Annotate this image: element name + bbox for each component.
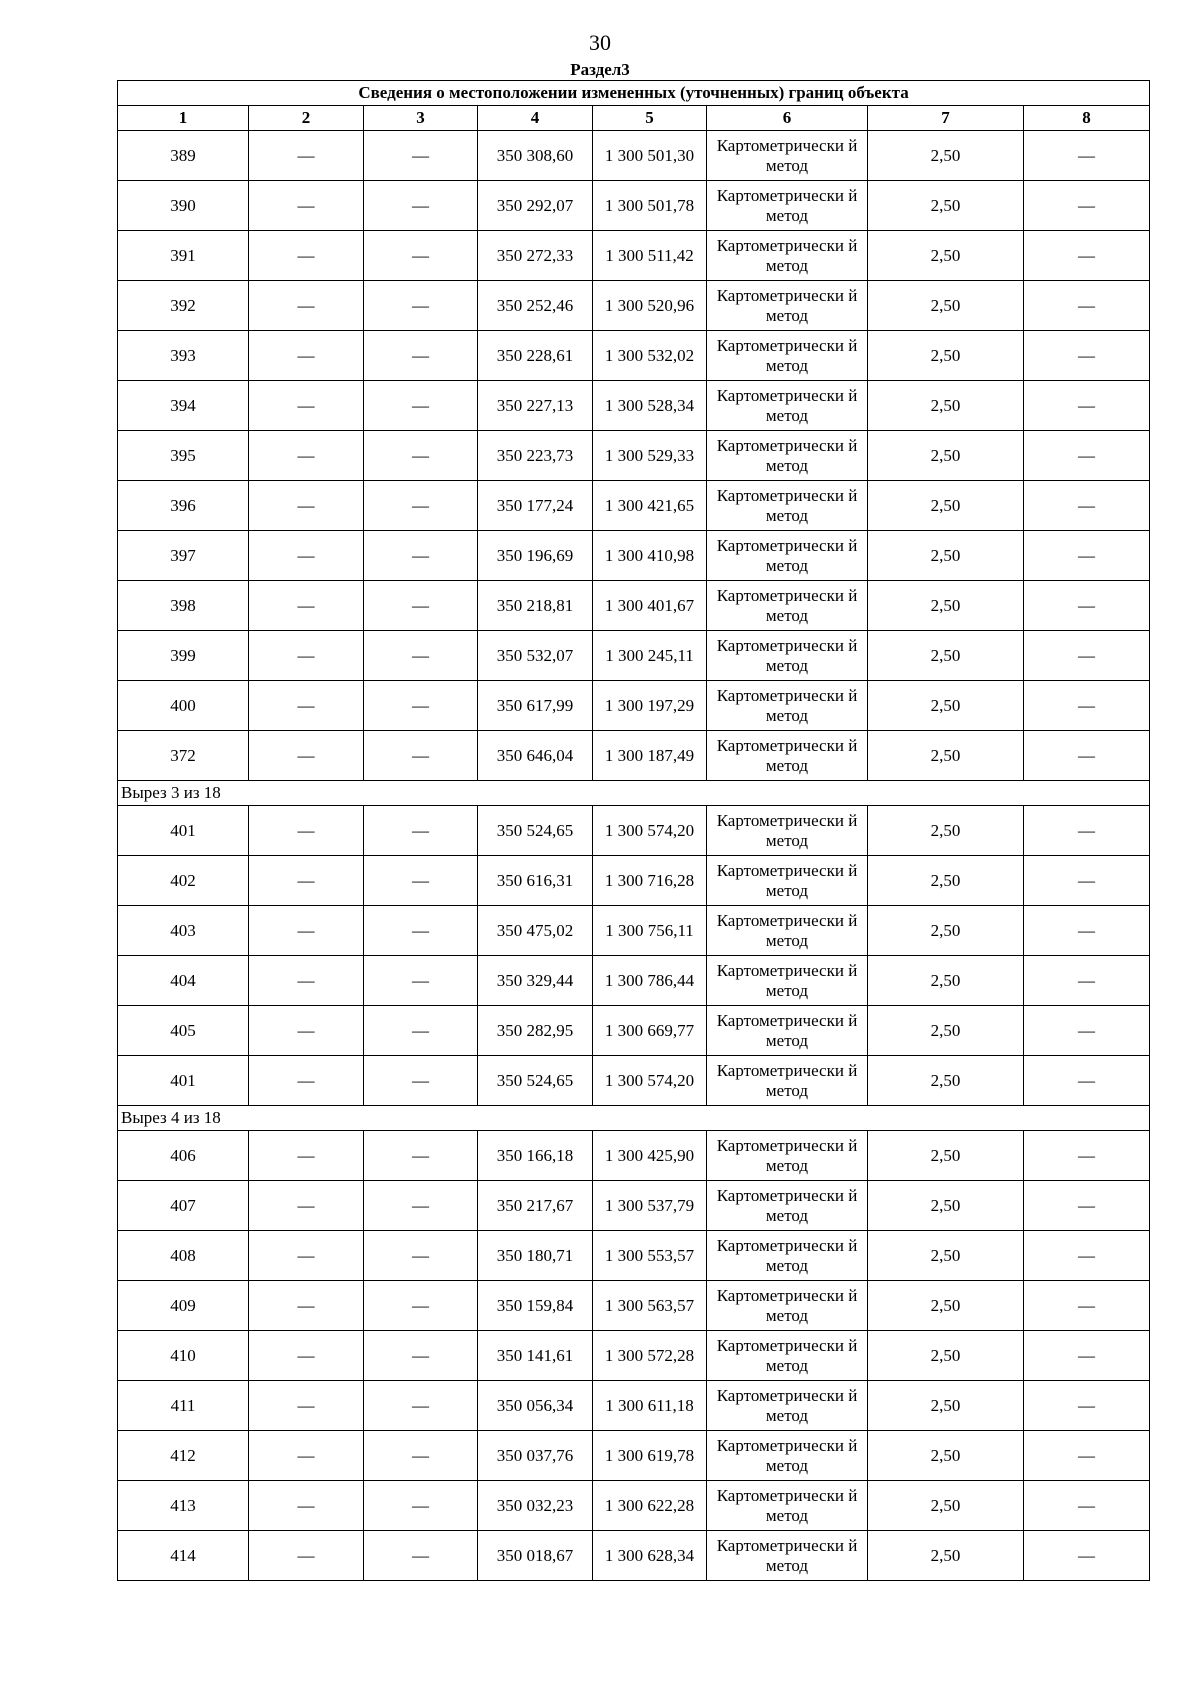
column-header: 5 <box>593 106 707 131</box>
table-row <box>118 731 1150 781</box>
col8-cell: — <box>1024 681 1150 731</box>
x-coordinate-cell: 350 272,33 <box>478 231 593 281</box>
col3-cell: — <box>364 1231 478 1281</box>
x-coordinate-cell: 350 646,04 <box>478 731 593 781</box>
method-cell: Картометрически й метод <box>707 1281 868 1331</box>
y-coordinate-cell: 1 300 628,34 <box>593 1531 707 1581</box>
point-number-cell: 397 <box>118 531 249 581</box>
column-header: 6 <box>707 106 868 131</box>
method-cell: Картометрически й метод <box>707 856 868 906</box>
col3-cell: — <box>364 1431 478 1481</box>
coordinates-table <box>117 80 1150 1581</box>
table-row <box>118 1056 1150 1106</box>
point-number-cell: 403 <box>118 906 249 956</box>
y-coordinate-cell: 1 300 786,44 <box>593 956 707 1006</box>
col2-cell: — <box>249 1381 364 1431</box>
method-cell: Картометрически й метод <box>707 1131 868 1181</box>
point-number-cell: 401 <box>118 806 249 856</box>
x-coordinate-cell: 350 032,23 <box>478 1481 593 1531</box>
col2-cell: — <box>249 806 364 856</box>
col2-cell: — <box>249 331 364 381</box>
point-number-cell: 404 <box>118 956 249 1006</box>
point-number-cell: 372 <box>118 731 249 781</box>
y-coordinate-cell: 1 300 622,28 <box>593 1481 707 1531</box>
x-coordinate-cell: 350 159,84 <box>478 1281 593 1331</box>
col8-cell: — <box>1024 1381 1150 1431</box>
col2-cell: — <box>249 181 364 231</box>
col3-cell: — <box>364 681 478 731</box>
y-coordinate-cell: 1 300 501,78 <box>593 181 707 231</box>
x-coordinate-cell: 350 616,31 <box>478 856 593 906</box>
y-coordinate-cell: 1 300 611,18 <box>593 1381 707 1431</box>
col8-cell: — <box>1024 1006 1150 1056</box>
col8-cell: — <box>1024 806 1150 856</box>
col2-cell: — <box>249 731 364 781</box>
col2-cell: — <box>249 131 364 181</box>
y-coordinate-cell: 1 300 520,96 <box>593 281 707 331</box>
table-row <box>118 906 1150 956</box>
col8-cell: — <box>1024 631 1150 681</box>
table-row <box>118 631 1150 681</box>
accuracy-cell: 2,50 <box>868 1381 1024 1431</box>
method-cell: Картометрически й метод <box>707 1056 868 1106</box>
table-row <box>118 581 1150 631</box>
col8-cell: — <box>1024 131 1150 181</box>
point-number-cell: 413 <box>118 1481 249 1531</box>
point-number-cell: 405 <box>118 1006 249 1056</box>
point-number-cell: 400 <box>118 681 249 731</box>
accuracy-cell: 2,50 <box>868 431 1024 481</box>
y-coordinate-cell: 1 300 553,57 <box>593 1231 707 1281</box>
method-cell: Картометрически й метод <box>707 1181 868 1231</box>
y-coordinate-cell: 1 300 532,02 <box>593 331 707 381</box>
accuracy-cell: 2,50 <box>868 856 1024 906</box>
accuracy-cell: 2,50 <box>868 1281 1024 1331</box>
accuracy-cell: 2,50 <box>868 1006 1024 1056</box>
y-coordinate-cell: 1 300 574,20 <box>593 1056 707 1106</box>
x-coordinate-cell: 350 282,95 <box>478 1006 593 1056</box>
accuracy-cell: 2,50 <box>868 1231 1024 1281</box>
col8-cell: — <box>1024 481 1150 531</box>
accuracy-cell: 2,50 <box>868 631 1024 681</box>
col2-cell: — <box>249 481 364 531</box>
accuracy-cell: 2,50 <box>868 731 1024 781</box>
x-coordinate-cell: 350 475,02 <box>478 906 593 956</box>
col8-cell: — <box>1024 906 1150 956</box>
col8-cell: — <box>1024 956 1150 1006</box>
method-cell: Картометрически й метод <box>707 181 868 231</box>
col8-cell: — <box>1024 531 1150 581</box>
col3-cell: — <box>364 531 478 581</box>
table-row <box>118 1231 1150 1281</box>
method-cell: Картометрически й метод <box>707 806 868 856</box>
method-cell: Картометрически й метод <box>707 1381 868 1431</box>
table-row <box>118 1481 1150 1531</box>
x-coordinate-cell: 350 308,60 <box>478 131 593 181</box>
method-cell: Картометрически й метод <box>707 956 868 1006</box>
table-row <box>118 1431 1150 1481</box>
group-label: Вырез 3 из 18 <box>118 781 1150 806</box>
y-coordinate-cell: 1 300 716,28 <box>593 856 707 906</box>
accuracy-cell: 2,50 <box>868 281 1024 331</box>
col8-cell: — <box>1024 181 1150 231</box>
col2-cell: — <box>249 281 364 331</box>
x-coordinate-cell: 350 228,61 <box>478 331 593 381</box>
column-header: 8 <box>1024 106 1150 131</box>
x-coordinate-cell: 350 166,18 <box>478 1131 593 1181</box>
col2-cell: — <box>249 1331 364 1381</box>
x-coordinate-cell: 350 227,13 <box>478 381 593 431</box>
table-row <box>118 1131 1150 1181</box>
x-coordinate-cell: 350 292,07 <box>478 181 593 231</box>
y-coordinate-cell: 1 300 511,42 <box>593 231 707 281</box>
col2-cell: — <box>249 1056 364 1106</box>
x-coordinate-cell: 350 218,81 <box>478 581 593 631</box>
y-coordinate-cell: 1 300 425,90 <box>593 1131 707 1181</box>
accuracy-cell: 2,50 <box>868 481 1024 531</box>
col2-cell: — <box>249 1181 364 1231</box>
col2-cell: — <box>249 1531 364 1581</box>
col3-cell: — <box>364 1481 478 1531</box>
method-cell: Картометрически й метод <box>707 281 868 331</box>
col3-cell: — <box>364 481 478 531</box>
x-coordinate-cell: 350 217,67 <box>478 1181 593 1231</box>
col3-cell: — <box>364 1056 478 1106</box>
y-coordinate-cell: 1 300 401,67 <box>593 581 707 631</box>
col3-cell: — <box>364 1181 478 1231</box>
col3-cell: — <box>364 731 478 781</box>
col8-cell: — <box>1024 1056 1150 1106</box>
accuracy-cell: 2,50 <box>868 1056 1024 1106</box>
table-row <box>118 1331 1150 1381</box>
col3-cell: — <box>364 1531 478 1581</box>
col2-cell: — <box>249 631 364 681</box>
table-row <box>118 381 1150 431</box>
x-coordinate-cell: 350 329,44 <box>478 956 593 1006</box>
point-number-cell: 392 <box>118 281 249 331</box>
table-row <box>118 1531 1150 1581</box>
col8-cell: — <box>1024 731 1150 781</box>
column-header: 7 <box>868 106 1024 131</box>
col2-cell: — <box>249 681 364 731</box>
col2-cell: — <box>249 1431 364 1481</box>
page-number: 30 <box>589 30 611 55</box>
column-header: 4 <box>478 106 593 131</box>
x-coordinate-cell: 350 056,34 <box>478 1381 593 1431</box>
table-row <box>118 281 1150 331</box>
point-number-cell: 414 <box>118 1531 249 1581</box>
col3-cell: — <box>364 1281 478 1331</box>
column-header: 3 <box>364 106 478 131</box>
x-coordinate-cell: 350 524,65 <box>478 806 593 856</box>
y-coordinate-cell: 1 300 537,79 <box>593 1181 707 1231</box>
col8-cell: — <box>1024 381 1150 431</box>
method-cell: Картометрически й метод <box>707 906 868 956</box>
method-cell: Картометрически й метод <box>707 531 868 581</box>
point-number-cell: 402 <box>118 856 249 906</box>
y-coordinate-cell: 1 300 197,29 <box>593 681 707 731</box>
accuracy-cell: 2,50 <box>868 231 1024 281</box>
point-number-cell: 407 <box>118 1181 249 1231</box>
col2-cell: — <box>249 581 364 631</box>
accuracy-cell: 2,50 <box>868 181 1024 231</box>
col2-cell: — <box>249 1481 364 1531</box>
table-row <box>118 1381 1150 1431</box>
point-number-cell: 391 <box>118 231 249 281</box>
x-coordinate-cell: 350 177,24 <box>478 481 593 531</box>
group-label-row <box>118 1106 1150 1131</box>
table-row <box>118 131 1150 181</box>
accuracy-cell: 2,50 <box>868 1181 1024 1231</box>
point-number-cell: 410 <box>118 1331 249 1381</box>
point-number-cell: 389 <box>118 131 249 181</box>
method-cell: Картометрически й метод <box>707 581 868 631</box>
x-coordinate-cell: 350 018,67 <box>478 1531 593 1581</box>
accuracy-cell: 2,50 <box>868 1131 1024 1181</box>
y-coordinate-cell: 1 300 669,77 <box>593 1006 707 1056</box>
col8-cell: — <box>1024 1531 1150 1581</box>
column-header: 2 <box>249 106 364 131</box>
table-row <box>118 1181 1150 1231</box>
accuracy-cell: 2,50 <box>868 1431 1024 1481</box>
table-row <box>118 1006 1150 1056</box>
group-label: Вырез 4 из 18 <box>118 1106 1150 1131</box>
y-coordinate-cell: 1 300 245,11 <box>593 631 707 681</box>
x-coordinate-cell: 350 223,73 <box>478 431 593 481</box>
col3-cell: — <box>364 281 478 331</box>
col3-cell: — <box>364 181 478 231</box>
col3-cell: — <box>364 1381 478 1431</box>
col8-cell: — <box>1024 1431 1150 1481</box>
col2-cell: — <box>249 431 364 481</box>
x-coordinate-cell: 350 196,69 <box>478 531 593 581</box>
method-cell: Картометрически й метод <box>707 1231 868 1281</box>
accuracy-cell: 2,50 <box>868 906 1024 956</box>
y-coordinate-cell: 1 300 572,28 <box>593 1331 707 1381</box>
point-number-cell: 412 <box>118 1431 249 1481</box>
accuracy-cell: 2,50 <box>868 1481 1024 1531</box>
col8-cell: — <box>1024 1131 1150 1181</box>
x-coordinate-cell: 350 524,65 <box>478 1056 593 1106</box>
col2-cell: — <box>249 231 364 281</box>
col2-cell: — <box>249 1131 364 1181</box>
point-number-cell: 401 <box>118 1056 249 1106</box>
y-coordinate-cell: 1 300 529,33 <box>593 431 707 481</box>
col3-cell: — <box>364 1131 478 1181</box>
method-cell: Картометрически й метод <box>707 731 868 781</box>
column-header-row <box>118 106 1150 131</box>
table-row <box>118 681 1150 731</box>
col2-cell: — <box>249 956 364 1006</box>
y-coordinate-cell: 1 300 421,65 <box>593 481 707 531</box>
y-coordinate-cell: 1 300 501,30 <box>593 131 707 181</box>
col2-cell: — <box>249 531 364 581</box>
y-coordinate-cell: 1 300 756,11 <box>593 906 707 956</box>
col2-cell: — <box>249 856 364 906</box>
table-row <box>118 531 1150 581</box>
col2-cell: — <box>249 906 364 956</box>
y-coordinate-cell: 1 300 410,98 <box>593 531 707 581</box>
x-coordinate-cell: 350 037,76 <box>478 1431 593 1481</box>
accuracy-cell: 2,50 <box>868 381 1024 431</box>
col3-cell: — <box>364 231 478 281</box>
method-cell: Картометрически й метод <box>707 1006 868 1056</box>
table-row <box>118 956 1150 1006</box>
y-coordinate-cell: 1 300 619,78 <box>593 1431 707 1481</box>
method-cell: Картометрически й метод <box>707 1531 868 1581</box>
col2-cell: — <box>249 381 364 431</box>
accuracy-cell: 2,50 <box>868 956 1024 1006</box>
col3-cell: — <box>364 856 478 906</box>
x-coordinate-cell: 350 180,71 <box>478 1231 593 1281</box>
col3-cell: — <box>364 381 478 431</box>
table-row <box>118 431 1150 481</box>
col8-cell: — <box>1024 231 1150 281</box>
col2-cell: — <box>249 1231 364 1281</box>
x-coordinate-cell: 350 252,46 <box>478 281 593 331</box>
col3-cell: — <box>364 581 478 631</box>
y-coordinate-cell: 1 300 574,20 <box>593 806 707 856</box>
col2-cell: — <box>249 1281 364 1331</box>
method-cell: Картометрически й метод <box>707 681 868 731</box>
y-coordinate-cell: 1 300 563,57 <box>593 1281 707 1331</box>
accuracy-cell: 2,50 <box>868 1331 1024 1381</box>
point-number-cell: 409 <box>118 1281 249 1331</box>
col3-cell: — <box>364 1006 478 1056</box>
col8-cell: — <box>1024 331 1150 381</box>
col3-cell: — <box>364 906 478 956</box>
accuracy-cell: 2,50 <box>868 131 1024 181</box>
column-header: 1 <box>118 106 249 131</box>
table-row <box>118 1281 1150 1331</box>
table-caption: Сведения о местоположении измененных (уточненных) границ объекта <box>118 81 1150 106</box>
point-number-cell: 406 <box>118 1131 249 1181</box>
y-coordinate-cell: 1 300 187,49 <box>593 731 707 781</box>
table-row <box>118 331 1150 381</box>
method-cell: Картометрически й метод <box>707 331 868 381</box>
col8-cell: — <box>1024 1231 1150 1281</box>
point-number-cell: 408 <box>118 1231 249 1281</box>
table-row <box>118 181 1150 231</box>
table-row <box>118 481 1150 531</box>
point-number-cell: 393 <box>118 331 249 381</box>
x-coordinate-cell: 350 141,61 <box>478 1331 593 1381</box>
point-number-cell: 395 <box>118 431 249 481</box>
accuracy-cell: 2,50 <box>868 581 1024 631</box>
col8-cell: — <box>1024 856 1150 906</box>
col3-cell: — <box>364 131 478 181</box>
table-row <box>118 806 1150 856</box>
col8-cell: — <box>1024 1331 1150 1381</box>
col8-cell: — <box>1024 1481 1150 1531</box>
y-coordinate-cell: 1 300 528,34 <box>593 381 707 431</box>
point-number-cell: 398 <box>118 581 249 631</box>
col3-cell: — <box>364 956 478 1006</box>
method-cell: Картометрически й метод <box>707 381 868 431</box>
table-row <box>118 856 1150 906</box>
accuracy-cell: 2,50 <box>868 531 1024 581</box>
point-number-cell: 399 <box>118 631 249 681</box>
col8-cell: — <box>1024 431 1150 481</box>
point-number-cell: 394 <box>118 381 249 431</box>
point-number-cell: 396 <box>118 481 249 531</box>
method-cell: Картометрически й метод <box>707 1481 868 1531</box>
accuracy-cell: 2,50 <box>868 806 1024 856</box>
method-cell: Картометрически й метод <box>707 1331 868 1381</box>
col2-cell: — <box>249 1006 364 1056</box>
method-cell: Картометрически й метод <box>707 231 868 281</box>
point-number-cell: 390 <box>118 181 249 231</box>
accuracy-cell: 2,50 <box>868 681 1024 731</box>
col8-cell: — <box>1024 1181 1150 1231</box>
col3-cell: — <box>364 631 478 681</box>
method-cell: Картометрически й метод <box>707 431 868 481</box>
x-coordinate-cell: 350 532,07 <box>478 631 593 681</box>
col3-cell: — <box>364 331 478 381</box>
point-number-cell: 411 <box>118 1381 249 1431</box>
accuracy-cell: 2,50 <box>868 331 1024 381</box>
col3-cell: — <box>364 1331 478 1381</box>
method-cell: Картометрически й метод <box>707 131 868 181</box>
table-row <box>118 231 1150 281</box>
method-cell: Картометрически й метод <box>707 631 868 681</box>
table-caption-row <box>118 81 1150 106</box>
section-title: Раздел3 <box>570 60 630 79</box>
method-cell: Картометрически й метод <box>707 481 868 531</box>
method-cell: Картометрически й метод <box>707 1431 868 1481</box>
col8-cell: — <box>1024 281 1150 331</box>
table-body <box>118 81 1150 1581</box>
group-label-row <box>118 781 1150 806</box>
col8-cell: — <box>1024 1281 1150 1331</box>
col8-cell: — <box>1024 581 1150 631</box>
col3-cell: — <box>364 806 478 856</box>
col3-cell: — <box>364 431 478 481</box>
x-coordinate-cell: 350 617,99 <box>478 681 593 731</box>
accuracy-cell: 2,50 <box>868 1531 1024 1581</box>
